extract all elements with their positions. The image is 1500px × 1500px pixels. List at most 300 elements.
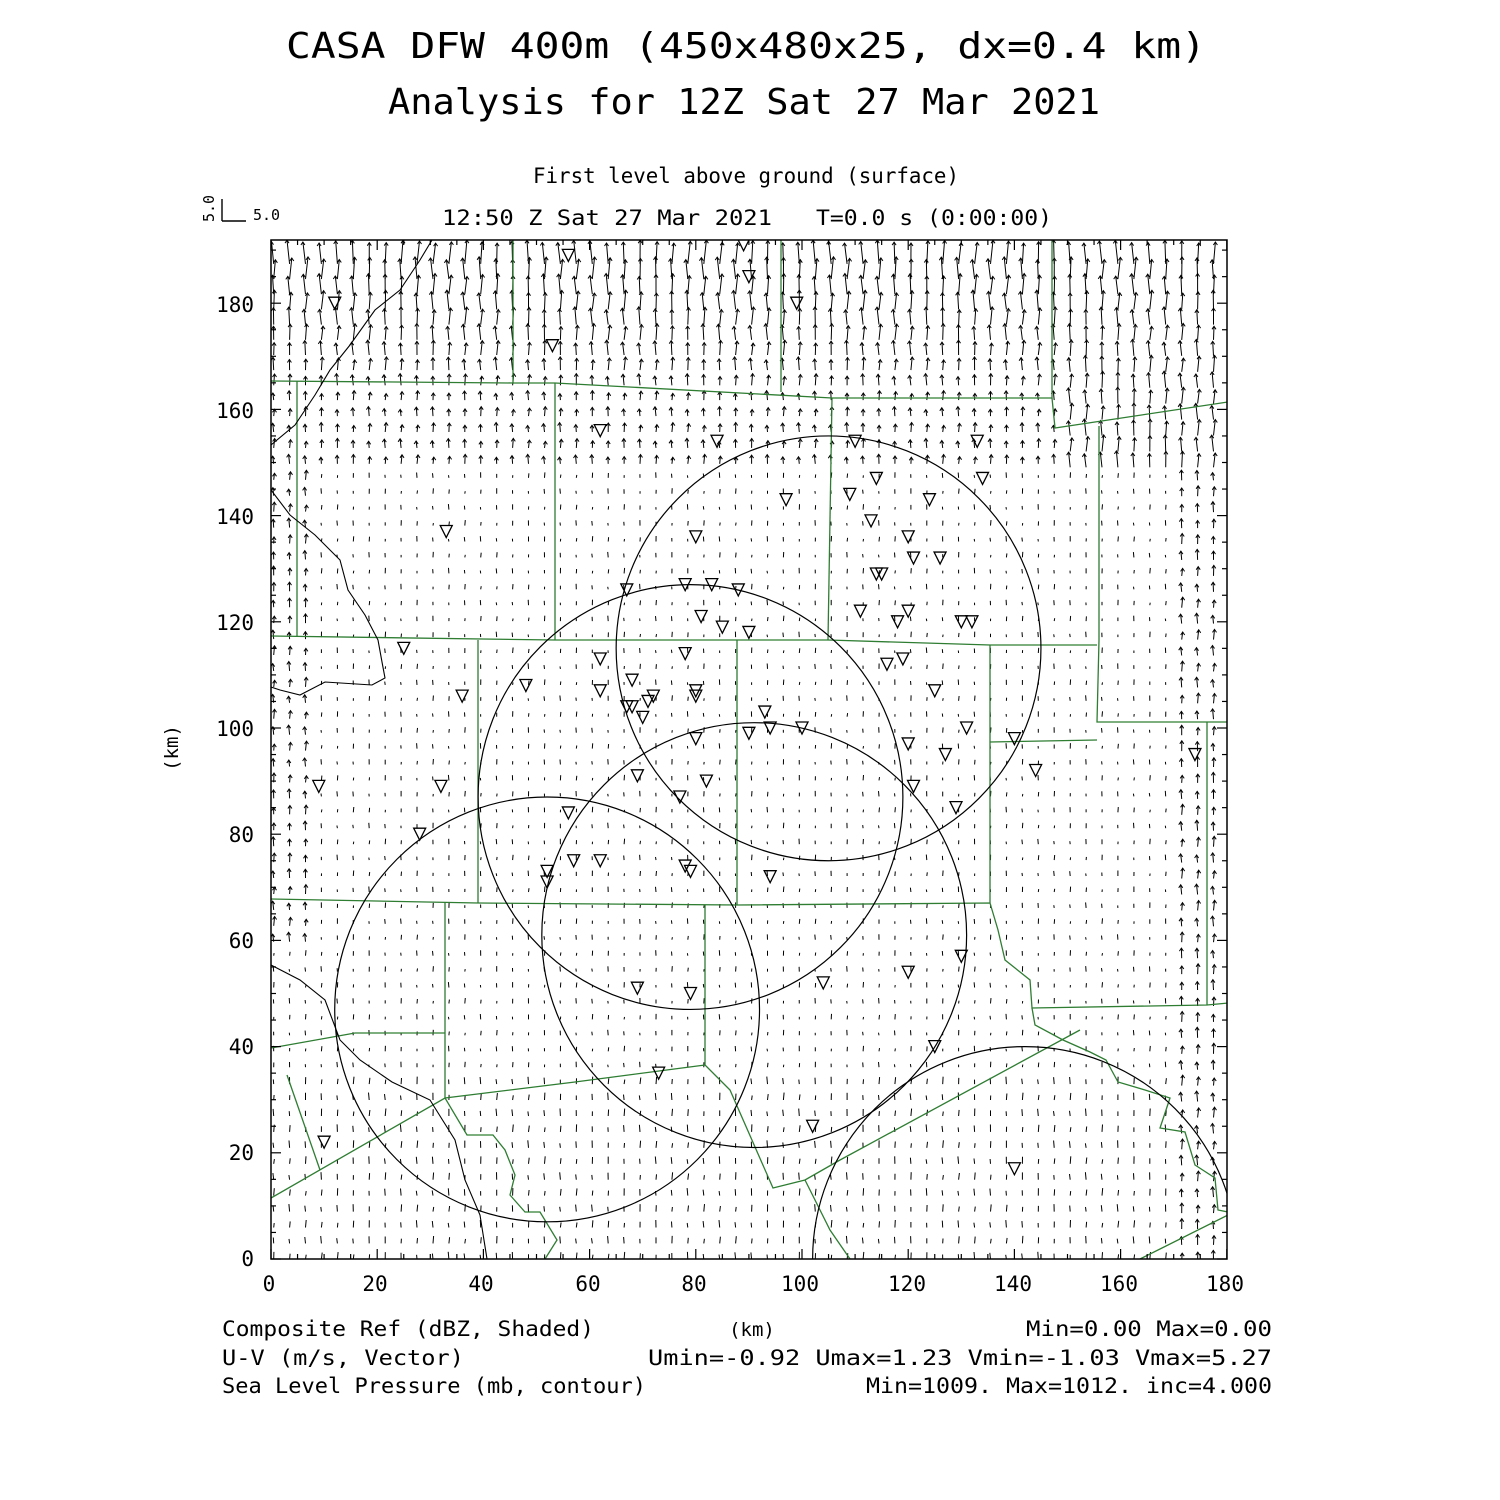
wind-vector [1214, 326, 1215, 340]
wind-vector [576, 776, 577, 781]
wind-vector [990, 359, 991, 370]
wind-vector [1054, 1158, 1055, 1163]
station-markers [313, 239, 1201, 1175]
wind-vector [845, 243, 848, 264]
wind-vector [879, 1221, 880, 1227]
wind-vector [544, 696, 545, 701]
wind-vector [416, 1220, 417, 1227]
wind-vector [273, 1109, 274, 1116]
station-marker [897, 653, 909, 665]
wind-vector [513, 1125, 514, 1132]
wind-vector [545, 293, 546, 310]
wind-vector [1006, 1077, 1007, 1084]
wind-vector [943, 1175, 944, 1180]
wind-vector [545, 1156, 546, 1164]
wind-vector [991, 969, 992, 972]
wind-vector [576, 1205, 577, 1212]
wind-vector [1132, 243, 1134, 264]
wind-vector [1166, 1078, 1167, 1084]
wind-vector [687, 1223, 688, 1228]
wind-vector [465, 240, 467, 264]
wind-vector [448, 982, 449, 987]
wind-vector [401, 682, 402, 685]
wind-vector [1150, 810, 1151, 813]
wind-vector [528, 1175, 529, 1180]
wind-vector [1054, 240, 1055, 264]
wind-vector [688, 729, 689, 733]
wind-vector [272, 242, 274, 264]
wind-vector [337, 1079, 338, 1084]
wind-vector [496, 568, 497, 573]
wind-vector [688, 1142, 689, 1147]
wind-vector [400, 1125, 401, 1132]
wind-vector [417, 308, 418, 324]
wind-vector [433, 713, 434, 716]
wind-vector [1133, 1236, 1134, 1243]
wind-vector [337, 999, 338, 1004]
wind-vector [1054, 1095, 1055, 1100]
wind-vector [1038, 1109, 1039, 1116]
wind-vector [352, 240, 353, 264]
wind-vector [337, 521, 338, 526]
wind-vector [369, 1142, 370, 1148]
wind-vector [385, 1094, 386, 1100]
wind-vector [448, 1188, 449, 1195]
wind-vector [321, 568, 322, 573]
wind-vector [688, 1238, 689, 1244]
wind-vector [1070, 665, 1071, 669]
wind-vector [592, 728, 593, 733]
station-marker [966, 616, 978, 628]
station-marker [440, 526, 452, 538]
wind-vector [974, 1189, 975, 1196]
wind-vector [1070, 1127, 1071, 1132]
wind-vector [656, 1077, 657, 1084]
wind-vector [1070, 697, 1071, 701]
wind-vector [974, 1252, 975, 1259]
wind-vector [480, 1077, 481, 1084]
wind-vector [943, 934, 944, 939]
wind-vector [290, 1125, 291, 1132]
wind-vector [719, 359, 720, 370]
wind-vector [959, 696, 960, 701]
wind-vector [1182, 1012, 1183, 1022]
wind-vector [751, 1047, 752, 1052]
wind-vector [560, 1172, 561, 1179]
wind-vector [417, 1238, 418, 1243]
wind-vector [1070, 1093, 1071, 1100]
wind-vector [943, 1204, 944, 1211]
wind-vector [988, 259, 991, 279]
wind-vector [560, 1158, 561, 1164]
wind-vector [845, 274, 847, 295]
wind-vector [895, 570, 896, 573]
wind-vector [321, 259, 323, 279]
wind-vector [353, 1112, 354, 1117]
wind-vector [306, 1220, 307, 1228]
wind-vector [449, 761, 450, 765]
station-marker [679, 648, 691, 660]
wind-vector [305, 1206, 306, 1212]
wind-vector [688, 1174, 689, 1180]
wind-vector [831, 1127, 832, 1132]
wind-vector [306, 950, 307, 956]
wind-vector [975, 1207, 976, 1212]
wind-vector [369, 633, 370, 637]
wind-vector [353, 1239, 354, 1244]
wind-vector [385, 888, 386, 892]
wind-vector [1101, 389, 1102, 404]
wind-vector [799, 889, 800, 892]
wind-vector [1214, 242, 1216, 264]
wind-vector [608, 1047, 609, 1051]
wind-vector [751, 602, 752, 606]
wind-vector [465, 555, 466, 558]
wind-vector [911, 1109, 912, 1116]
wind-vector [783, 872, 784, 876]
wind-vector [1118, 744, 1119, 749]
wind-vector [1149, 1094, 1150, 1100]
wind-vector [1086, 1222, 1087, 1228]
wind-vector [1133, 1001, 1134, 1004]
wind-vector [544, 665, 545, 669]
wind-vector [512, 873, 513, 876]
wind-vector [1070, 1206, 1071, 1212]
wind-vector [1134, 777, 1135, 780]
wind-vector [879, 791, 880, 796]
wind-vector [926, 648, 927, 654]
wind-vector [321, 983, 322, 988]
wind-vector [990, 1016, 991, 1020]
wind-vector [831, 1141, 832, 1148]
wind-vector [1102, 982, 1103, 987]
wind-vector [369, 872, 370, 876]
wind-vector [847, 1157, 848, 1164]
wind-vector [1022, 840, 1023, 845]
wind-vector [560, 696, 561, 701]
wind-vector [528, 1140, 529, 1148]
wind-vector [321, 1016, 322, 1019]
wind-vector [799, 1173, 800, 1180]
wind-vector [385, 1172, 386, 1179]
wind-vector [512, 1079, 513, 1084]
wind-vector [1102, 1252, 1103, 1259]
wind-vector [688, 968, 689, 972]
wind-vector [1134, 1220, 1135, 1227]
wind-vector [799, 919, 800, 924]
station-marker [870, 472, 882, 484]
wind-vector [560, 475, 561, 478]
wind-vector [799, 856, 800, 860]
wind-vector [1150, 539, 1151, 542]
wind-vector [592, 1191, 593, 1196]
wind-vector [879, 1095, 880, 1100]
wind-vector [1166, 809, 1167, 813]
wind-vector [751, 1110, 752, 1116]
wind-vector [703, 984, 704, 988]
wind-vector [1102, 953, 1103, 956]
wind-vector [799, 648, 800, 653]
wind-vector [656, 650, 657, 653]
wind-vector [1150, 1223, 1151, 1228]
wind-vector [736, 793, 737, 796]
wind-vector [846, 340, 847, 355]
wind-vector [926, 1096, 927, 1101]
wind-vector [926, 1124, 927, 1132]
wind-vector [1101, 307, 1102, 324]
wind-vector [1086, 937, 1087, 940]
wind-vector [768, 1063, 769, 1067]
wind-vector [1085, 356, 1086, 372]
wind-vector [624, 1237, 625, 1243]
wind-vector [847, 776, 848, 780]
wind-vector [751, 776, 752, 781]
wind-vector [831, 950, 832, 955]
wind-vector [529, 649, 530, 653]
wind-vector [1038, 603, 1039, 606]
wind-vector [289, 307, 290, 325]
wind-vector [1070, 1111, 1071, 1116]
wind-vector [879, 1015, 880, 1020]
wind-vector [783, 1093, 784, 1100]
wind-vector [926, 1188, 927, 1195]
wind-vector [957, 257, 959, 279]
wind-vector [863, 761, 864, 765]
wind-vector [576, 953, 577, 956]
wind-vector [815, 682, 816, 685]
wind-vector [703, 744, 704, 749]
station-marker [934, 552, 946, 564]
wind-vector [608, 823, 609, 829]
wind-vector [640, 871, 641, 876]
wind-vector [1022, 569, 1023, 573]
wind-vector [1006, 1220, 1007, 1227]
wind-vector [879, 777, 880, 780]
wind-vector [449, 1000, 450, 1004]
wind-vector [385, 1189, 386, 1196]
wind-vector [1006, 1031, 1007, 1035]
wind-vector [1022, 1015, 1023, 1019]
wind-vector [274, 1223, 275, 1228]
wind-vector [701, 258, 703, 279]
wind-vector [290, 952, 291, 956]
wind-vector [1117, 1239, 1118, 1244]
wind-vector [910, 823, 911, 828]
station-marker [865, 515, 877, 527]
wind-vector [943, 1112, 944, 1117]
wind-vector [720, 760, 721, 765]
wind-vector [831, 1220, 832, 1228]
wind-vector [703, 506, 704, 509]
wind-vector [465, 791, 466, 797]
station-marker [594, 685, 606, 697]
wind-vector [608, 1065, 609, 1068]
wind-vector [910, 888, 911, 892]
wind-vector [719, 1014, 720, 1019]
wind-vector [911, 1143, 912, 1148]
wind-vector [1022, 1047, 1023, 1051]
wind-vector [417, 664, 418, 669]
wind-vector [1102, 746, 1103, 749]
wind-vector [496, 1109, 497, 1116]
wind-vector [1038, 1252, 1039, 1260]
wind-vector [337, 826, 338, 829]
wind-vector [1198, 486, 1199, 496]
wind-vector [991, 491, 992, 494]
wind-vector [529, 307, 530, 324]
wind-vector [927, 1079, 928, 1084]
wind-vector [608, 1207, 609, 1212]
wind-vector [289, 969, 290, 972]
wind-vector [290, 324, 291, 340]
wind-vector [592, 999, 593, 1004]
wind-vector [799, 1080, 800, 1085]
station-marker [955, 616, 967, 628]
wind-vector [735, 1222, 736, 1227]
wind-vector [1133, 523, 1134, 526]
wind-vector [513, 648, 514, 654]
wind-vector [736, 243, 738, 264]
wind-vector [306, 1156, 307, 1164]
wind-vector [624, 825, 625, 829]
wind-vector [831, 935, 832, 940]
wind-vector [736, 523, 737, 526]
wind-vector [1102, 936, 1103, 940]
wind-vector [1102, 490, 1103, 493]
wind-vector [624, 1063, 625, 1067]
wind-vector [624, 1252, 625, 1259]
wind-vector [959, 1173, 960, 1180]
wind-vector [1102, 697, 1103, 701]
wind-vector [767, 600, 768, 606]
wind-vector [1006, 999, 1007, 1003]
wind-vector [384, 1126, 385, 1132]
wind-vector [751, 1079, 752, 1085]
wind-vector [576, 538, 577, 541]
wind-vector [847, 1016, 848, 1020]
wind-vector [879, 825, 880, 828]
wind-vector [529, 1095, 530, 1100]
wind-vector [576, 1188, 577, 1195]
wind-vector [688, 665, 689, 669]
wind-vector [879, 1077, 880, 1084]
wind-vector [1086, 681, 1087, 685]
wind-vector [863, 1223, 864, 1228]
wind-vector [608, 1030, 609, 1036]
wind-vector [1006, 1063, 1007, 1067]
wind-vector [529, 1126, 530, 1132]
wind-vector [560, 1207, 561, 1212]
wind-vector [1054, 634, 1055, 637]
station-marker [626, 674, 638, 686]
wind-vector [703, 713, 704, 717]
wind-vector [608, 1078, 609, 1084]
wind-vector [863, 554, 864, 557]
wind-vector [290, 1158, 291, 1164]
wind-vector [1054, 1125, 1055, 1132]
wind-vector [592, 1205, 593, 1212]
wind-vector [704, 1204, 705, 1212]
wind-vector [1198, 325, 1199, 340]
wind-vector [448, 746, 449, 749]
wind-vector [847, 1190, 848, 1196]
wind-vector [369, 1078, 370, 1084]
wind-vector [736, 1030, 737, 1035]
wind-vector [560, 1252, 561, 1259]
station-marker [695, 610, 707, 622]
wind-vector [1166, 840, 1167, 844]
wind-vector [1086, 1158, 1087, 1164]
wind-vector [831, 1157, 832, 1164]
wind-vector [1102, 504, 1103, 509]
wind-vector [991, 1239, 992, 1244]
wind-vector [783, 292, 784, 309]
wind-vector [751, 538, 752, 541]
wind-vector [592, 1220, 593, 1227]
wind-vector [958, 1127, 959, 1132]
wind-vector [894, 587, 895, 590]
wind-vector [895, 1077, 896, 1084]
wind-vector [353, 1049, 354, 1052]
wind-vector [1133, 1030, 1134, 1035]
wind-vector [959, 358, 960, 370]
wind-vector [464, 777, 465, 781]
wind-vector [1054, 871, 1055, 876]
wind-vector [369, 1127, 370, 1132]
wind-vector [1166, 569, 1167, 573]
wind-vector [385, 1109, 386, 1117]
wind-vector [767, 842, 768, 845]
wind-vector [337, 761, 338, 764]
wind-vector [926, 619, 927, 622]
wind-vector [959, 730, 960, 733]
wind-vector [974, 982, 975, 987]
wind-vector [704, 1175, 705, 1180]
wind-vector [1054, 1077, 1055, 1084]
wind-vector [895, 600, 896, 605]
wind-vector [513, 889, 514, 892]
wind-vector [1006, 521, 1007, 525]
station-marker [546, 340, 558, 352]
wind-vector [432, 1157, 433, 1164]
wind-vector [353, 1077, 354, 1084]
wind-vector [1148, 243, 1150, 264]
wind-vector [831, 714, 832, 717]
wind-vector [1070, 1156, 1071, 1164]
wind-vector [607, 243, 609, 264]
wind-vector [305, 1237, 306, 1243]
wind-vector [895, 1111, 896, 1116]
wind-vector [576, 746, 577, 749]
subtitle-level: First level above ground (surface) [533, 164, 959, 188]
wind-vector [560, 309, 561, 325]
wind-vector [1118, 1190, 1119, 1196]
wind-vector [1150, 1046, 1151, 1051]
wind-vector [815, 935, 816, 940]
wind-vector [1038, 585, 1039, 590]
wind-vector [768, 617, 769, 621]
wind-vector [481, 242, 482, 264]
wind-vector [639, 277, 640, 295]
wind-vector [688, 490, 689, 494]
wind-vector [958, 1191, 959, 1196]
wind-vector [1118, 358, 1119, 372]
wind-vector [831, 968, 832, 972]
wind-vector [624, 1095, 625, 1100]
wind-vector [974, 1159, 975, 1164]
wind-vector [990, 538, 991, 542]
wind-vector [545, 1127, 546, 1132]
